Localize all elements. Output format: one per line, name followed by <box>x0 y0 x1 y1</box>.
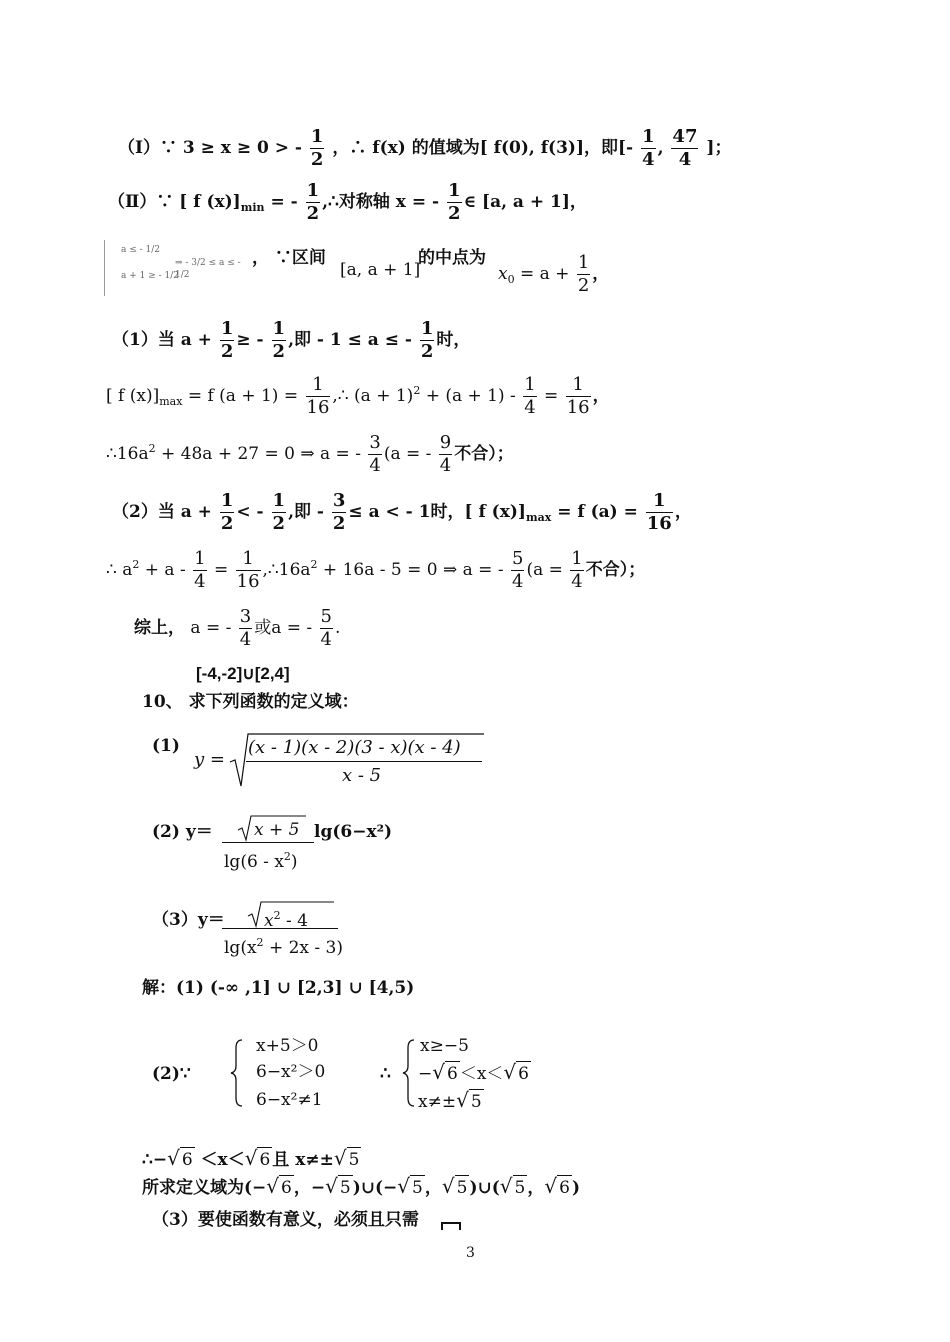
superscript: 2 <box>310 558 318 571</box>
superscript: 2 <box>283 850 291 863</box>
fraction <box>511 548 524 593</box>
line-midpoint-2 <box>418 246 486 270</box>
sqrt-icon: √ <box>325 1174 338 1198</box>
text-segment: ＜x＜ <box>459 1064 504 1084</box>
var-x: x <box>498 264 508 284</box>
radicand: 6 <box>257 1147 272 1172</box>
text-segment: - 4 <box>280 911 308 931</box>
denominator: 4 <box>439 455 452 476</box>
p3-fraction <box>222 898 342 958</box>
question-10-title: 10、 求下列函数的定义域： <box>142 692 359 712</box>
text-segment: ,∴ (a + 1) <box>332 386 414 406</box>
p2-after: lg(6−x²) <box>314 822 393 842</box>
p3-denominator <box>224 931 343 960</box>
denominator: 4 <box>524 397 536 418</box>
text-segment: ∴− <box>142 1150 168 1170</box>
numerator: 1 <box>272 318 286 339</box>
text-segment: + 48a + 27 = 0 ⇒ a = - <box>155 444 361 464</box>
small-condition-2: a + 1 ≥ - 1/2 <box>121 271 180 281</box>
text-segment: ) <box>571 1178 580 1198</box>
text-segment: 或a = - <box>254 618 313 638</box>
text-segment: ,∴对称轴 x = - <box>322 192 440 212</box>
fraction <box>523 374 536 419</box>
radicand: 5 <box>469 1089 484 1114</box>
brace-fragment-icon <box>441 1222 461 1230</box>
numerator: 9 <box>439 432 452 453</box>
interval-answer: [-4,-2]∪[2,4] <box>196 664 290 683</box>
denominator: 2 <box>306 203 320 224</box>
case1-max-line <box>106 374 610 419</box>
fraction <box>239 606 252 651</box>
line-midpoint <box>252 246 326 270</box>
p1-sqrt <box>228 732 486 788</box>
text-segment: (a = - <box>383 444 432 464</box>
summary-line <box>134 606 340 651</box>
subscript: max <box>525 511 552 524</box>
text-segment: 且 x≠± <box>272 1150 334 1170</box>
p3-label: （3）y＝ <box>152 910 225 930</box>
numerator: 1 <box>420 318 434 339</box>
sqrt-icon: √ <box>503 1060 517 1084</box>
fraction <box>368 432 381 477</box>
fraction <box>310 126 325 171</box>
text-segment: （1）当 a + <box>112 330 212 350</box>
sol2-domain <box>142 1174 580 1200</box>
fraction <box>447 180 462 225</box>
denominator: 16 <box>566 397 590 418</box>
sqrt-icon: √ <box>432 1060 445 1084</box>
solution-1: 解：(1) (-∞ ,1] ∪ [2,3] ∪ [4,5) <box>142 978 415 998</box>
line-part2-axis <box>108 180 587 225</box>
text-segment: 的中点为 <box>418 248 486 268</box>
text-segment: − <box>418 1064 433 1084</box>
denominator: 16 <box>236 571 260 592</box>
text-segment: [ f (x)] <box>106 386 160 406</box>
numerator: 1 <box>642 126 655 147</box>
text-segment: 所求定义域为(− <box>142 1178 267 1198</box>
text-segment: . <box>335 618 341 638</box>
text-segment: ， <box>527 1178 545 1198</box>
text-segment: ，∴ f(x) 的值域为[ f(0), f(3)]，即[- <box>332 138 634 158</box>
superscript: 2 <box>256 936 264 949</box>
denominator: 2 <box>577 275 590 296</box>
interval-aa1 <box>340 258 420 282</box>
radicand: 6 <box>516 1061 531 1086</box>
text-segment: ≥ - <box>236 330 264 350</box>
sqrt-icon: √ <box>544 1174 558 1198</box>
fraction <box>306 180 321 225</box>
text-segment: ∈ [a, a + 1]， <box>463 192 587 212</box>
numerator: 1 <box>571 548 583 569</box>
midpoint-expr <box>498 252 609 297</box>
text-segment: 不合）； <box>585 560 646 580</box>
sol2-result-1: x≥−5 <box>420 1036 469 1056</box>
numerator: 1 <box>646 490 673 513</box>
superscript: 2 <box>148 442 156 455</box>
text-segment: ,即 - <box>288 502 324 522</box>
numerator: 1 <box>577 252 590 273</box>
subscript: min <box>240 201 265 214</box>
denominator: 4 <box>369 455 381 476</box>
superscript: 2 <box>273 909 281 922</box>
fraction <box>570 548 583 593</box>
sqrt-icon: √ <box>333 1146 347 1170</box>
text-segment: 时， <box>436 330 471 350</box>
numerator: 5 <box>320 606 332 627</box>
numerator: 1 <box>236 548 261 571</box>
p2-fraction <box>222 812 318 872</box>
sqrt-icon: √ <box>167 1146 180 1170</box>
numerator: 3 <box>332 490 346 511</box>
radicand: 5 <box>513 1175 528 1200</box>
text-segment: ，− <box>293 1178 326 1198</box>
fraction <box>641 126 656 171</box>
radicand: 6 <box>180 1147 195 1172</box>
p1-fraction-bar <box>246 761 482 762</box>
text-segment: a = - <box>190 618 232 638</box>
denominator: 2 <box>420 341 434 362</box>
sqrt-icon: √ <box>266 1174 280 1198</box>
text-segment: = a + <box>514 264 570 284</box>
text-segment: ≤ a < - 1时，[ f (x)] <box>348 502 526 522</box>
fraction <box>420 318 435 363</box>
text-segment: lg(6 - x <box>224 852 284 872</box>
sol2-label: (2)∵ <box>152 1064 191 1084</box>
text-segment: + a - <box>139 560 186 580</box>
denominator: 4 <box>194 571 206 592</box>
case1-eq-line <box>106 432 514 477</box>
fraction <box>220 490 235 535</box>
radicand: 5 <box>338 1175 353 1200</box>
denominator: 4 <box>320 629 332 650</box>
denominator: 2 <box>272 341 286 362</box>
sol2-cond-2: 6−x²＞0 <box>256 1062 326 1082</box>
numerator: 1 <box>220 318 234 339</box>
fraction <box>332 490 347 535</box>
numerator: 1 <box>566 374 591 397</box>
small-implication: ⇒ - 3/2 ≤ a ≤ - 1/2 <box>175 258 241 280</box>
text-segment: = <box>208 560 229 580</box>
p2-label: (2) y＝ <box>152 822 213 842</box>
text-segment: = - <box>264 192 298 212</box>
p1-denominator: x - 5 <box>342 765 382 786</box>
text-segment: ) <box>290 852 298 872</box>
text-segment: ， <box>424 1178 442 1198</box>
denominator: 2 <box>332 513 346 534</box>
radicand: 6 <box>557 1175 572 1200</box>
fraction <box>320 606 333 651</box>
case2-eq-line <box>106 548 645 593</box>
text-segment: ]； <box>706 138 732 158</box>
text-segment: = <box>538 386 559 406</box>
sqrt-icon: √ <box>397 1174 411 1198</box>
text-segment: 综上， <box>134 618 185 638</box>
numerator: 5 <box>511 548 524 569</box>
text-segment: + 2x - 3) <box>263 938 344 958</box>
small-condition-1: a ≤ - 1/2 <box>121 245 161 255</box>
fraction <box>439 432 452 477</box>
small-system <box>104 240 253 296</box>
denominator: 16 <box>646 513 672 534</box>
denominator: 2 <box>448 203 461 224</box>
radicand: 5 <box>410 1175 425 1200</box>
numerator: 3 <box>239 606 252 627</box>
fraction <box>272 318 287 363</box>
denominator: 4 <box>511 571 524 592</box>
denominator: 16 <box>306 397 330 418</box>
text-segment: ,即 - 1 ≤ a ≤ - <box>288 330 412 350</box>
text-segment: + (a + 1) - <box>420 386 516 406</box>
text-segment: = f (a) = <box>551 502 638 522</box>
p2-fraction-bar <box>222 842 314 843</box>
subscript: max <box>159 395 183 408</box>
sol2-cond-3: 6−x²≠1 <box>256 1090 323 1110</box>
numerator: 1 <box>306 180 320 201</box>
sol2-therefore: ∴ <box>380 1064 391 1084</box>
fraction <box>220 318 235 363</box>
p1-label: (1) <box>152 736 180 756</box>
text-segment: ， ∵区间 <box>252 248 326 268</box>
numerator: 1 <box>524 374 536 395</box>
fraction <box>306 374 331 419</box>
numerator: 1 <box>310 126 324 147</box>
p2-numerator: x + 5 <box>254 820 300 840</box>
text-segment: ， <box>592 264 610 284</box>
text-segment: = f (a + 1) = <box>182 386 299 406</box>
text-segment: [a, a + 1] <box>340 260 421 280</box>
radicand: 6 <box>279 1175 294 1200</box>
superscript: 2 <box>413 384 421 397</box>
denominator: 2 <box>272 513 286 534</box>
case2-line <box>112 490 692 535</box>
text-segment: ， <box>674 502 692 522</box>
left-brace-icon <box>402 1038 418 1108</box>
solution-3: （3）要使函数有意义，必须且只需 <box>152 1210 419 1230</box>
subscript: 0 <box>507 273 515 286</box>
fraction <box>671 126 698 171</box>
text-segment: ， <box>592 386 610 406</box>
line-part1-range: （Ⅰ）∵ 3 ≥ x ≥ 0 > - $\frac{1}{2}$ ，∴ f(x) 的值域为[ f(0), f(3)]，即[- $\frac{1}{4}$ , $\frac{47}{4}$ ]； <box>118 126 732 170</box>
text-segment: （Ⅰ）∵ 3 ≥ x ≥ 0 > - <box>118 138 302 158</box>
p1-y: y = <box>194 749 225 770</box>
p1-numerator: (x - 1)(x - 2)(3 - x)(x - 4) <box>248 737 461 758</box>
sol2-result-2 <box>418 1060 531 1086</box>
numerator: 1 <box>220 490 234 511</box>
fraction <box>236 548 261 593</box>
radicand: 5 <box>455 1175 470 1200</box>
text-segment: ＜x＜ <box>194 1150 245 1170</box>
denominator: 4 <box>571 571 583 592</box>
denominator: 2 <box>220 341 234 362</box>
sqrt-icon: √ <box>499 1174 513 1198</box>
case1-line <box>112 318 470 363</box>
sol2-conclusion <box>142 1146 361 1172</box>
text-segment: < - <box>236 502 264 522</box>
denominator: 2 <box>220 513 234 534</box>
text-segment: ,∴16a <box>262 560 311 580</box>
numerator: 1 <box>448 180 461 201</box>
fraction <box>646 490 673 535</box>
denominator: 2 <box>310 149 324 170</box>
text-segment: + 16a - 5 = 0 ⇒ a = - <box>317 560 504 580</box>
numerator: 3 <box>369 432 381 453</box>
text-segment: （Ⅱ）∵ [ f (x)] <box>108 192 241 212</box>
text-segment: x≠± <box>418 1092 457 1112</box>
numerator: 1 <box>272 490 286 511</box>
text-segment: lg(x <box>224 938 257 958</box>
text-segment: )∪(− <box>352 1178 398 1198</box>
text-segment: )∪( <box>469 1178 500 1198</box>
left-brace-icon <box>230 1038 246 1108</box>
fraction <box>193 548 206 593</box>
text-segment: ∴16a <box>106 444 149 464</box>
denominator: 4 <box>239 629 252 650</box>
text-segment: ∴ a <box>106 560 133 580</box>
fraction <box>566 374 591 419</box>
fraction <box>272 490 287 535</box>
radicand: 5 <box>347 1147 362 1172</box>
text-segment: （2）当 a + <box>112 502 212 522</box>
sol2-result-3 <box>418 1088 484 1114</box>
sqrt-icon: √ <box>244 1146 258 1170</box>
numerator: 47 <box>672 126 698 147</box>
numerator: 1 <box>306 374 331 397</box>
text-segment: (a = <box>526 560 563 580</box>
page-number: 3 <box>466 1245 475 1261</box>
radicand: 6 <box>445 1061 460 1086</box>
denominator: 4 <box>642 149 655 170</box>
superscript: 2 <box>132 558 140 571</box>
sqrt-icon: √ <box>456 1088 469 1112</box>
text-segment: x <box>264 911 274 931</box>
numerator: 1 <box>194 548 206 569</box>
text-segment: 不合）； <box>454 444 514 464</box>
sqrt-icon: √ <box>441 1174 455 1198</box>
sol2-cond-1: x+5＞0 <box>256 1036 319 1056</box>
p3-fraction-bar <box>222 928 338 929</box>
p2-denominator <box>224 845 298 874</box>
denominator: 4 <box>678 149 692 170</box>
fraction <box>577 252 590 297</box>
